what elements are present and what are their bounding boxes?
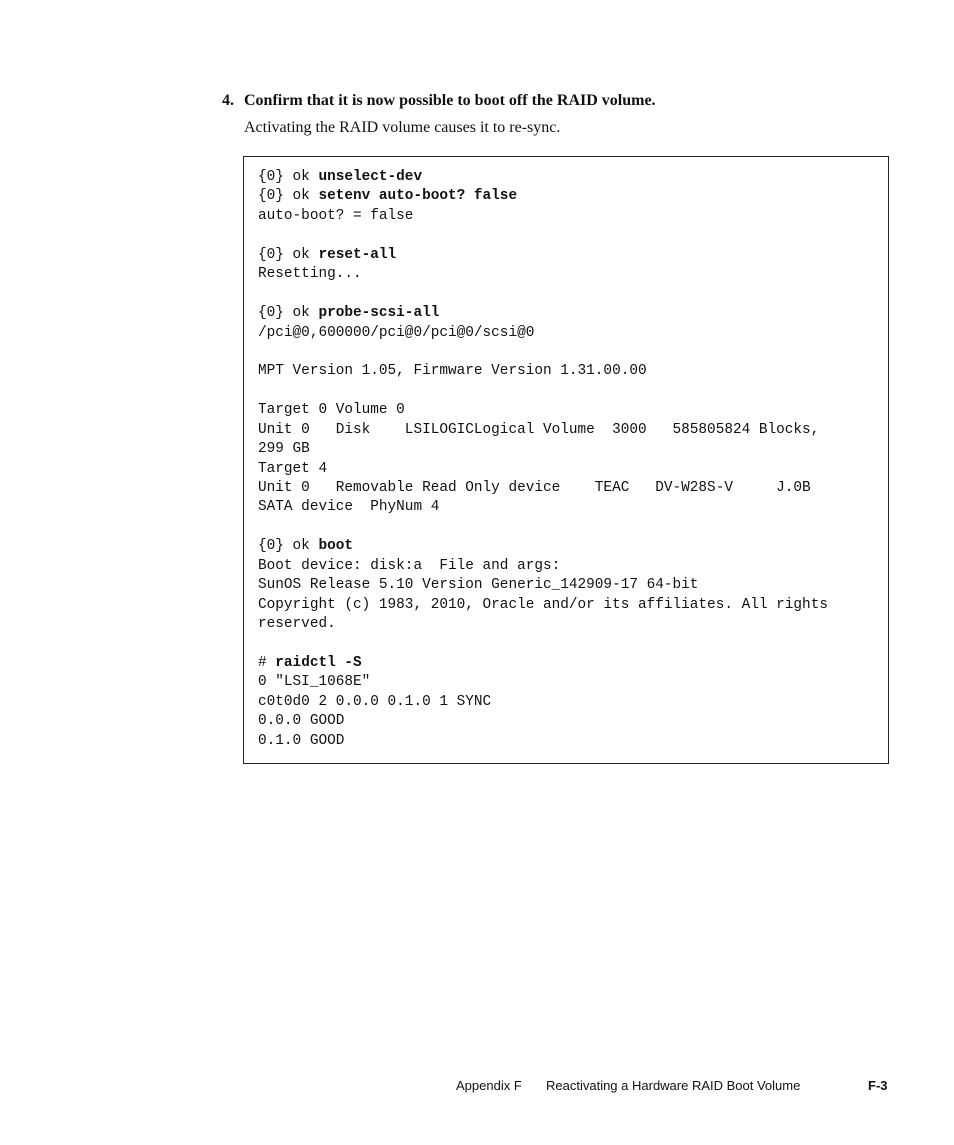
code-line [258,712,828,731]
code-prompt: {0} ok [258,169,319,185]
code-line [258,440,828,459]
footer-title: Reactivating a Hardware RAID Boot Volume [546,1078,801,1093]
code-command: boot [318,538,353,555]
step-4 [222,90,882,139]
code-line [258,187,828,206]
code-line [258,732,828,751]
footer-page-number: F-3 [868,1078,888,1093]
code-output: Unit 0 Disk LSILOGICLogical Volume 3000 585805824 Blocks, [258,421,820,438]
code-command: reset-all [318,246,397,263]
code-output: 0.1.0 GOOD [258,732,345,749]
code-line [258,168,828,187]
terminal-output [258,168,828,751]
code-line [258,479,828,498]
code-output: 299 GB [258,441,310,458]
footer-chapter: Appendix F [456,1078,522,1093]
code-example-box [243,156,889,764]
page-footer [0,1078,954,1098]
code-output: Target 4 [258,460,328,477]
code-line [258,615,828,634]
code-line [258,343,828,362]
code-line [258,518,828,537]
step-body-text: Activating the RAID volume causes it to re-sync. [244,119,561,136]
code-line [258,693,828,712]
code-line [258,673,828,692]
code-line [258,304,828,323]
code-line [258,654,828,673]
code-prompt: # [258,654,276,671]
code-output: /pci@0,600000/pci@0/pci@0/scsi@0 [258,324,535,341]
code-line [258,576,828,595]
code-line [258,265,828,284]
code-output: Target 0 Volume 0 [258,402,405,419]
code-output: auto-boot? = false [258,207,414,224]
step-number: 4. [222,92,234,109]
code-line [258,285,828,304]
code-command: setenv auto-boot? false [318,188,518,205]
code-command: probe-scsi-all [318,305,440,322]
code-line [258,226,828,245]
code-command: unselect-dev [318,169,423,185]
code-line [258,460,828,479]
code-prompt: {0} ok [258,538,319,555]
code-line [258,635,828,654]
code-line [258,324,828,343]
code-line [258,596,828,615]
code-output: 0 "LSI_1068E" [258,674,371,691]
code-output: Unit 0 Removable Read Only device TEAC DV-W28S-V J.0B [258,480,811,496]
code-output: Copyright (c) 1983, 2010, Oracle and/or its affiliates. All rights [258,596,828,613]
code-line [258,362,828,381]
code-line [258,401,828,420]
code-output: 0.0.0 GOOD [258,713,345,730]
code-line [258,498,828,517]
code-output: SunOS Release 5.10 Version Generic_142909-17 64-bit [258,577,699,594]
code-output: Resetting... [258,266,362,283]
code-output: MPT Version 1.05, Firmware Version 1.31.00.00 [258,363,647,380]
code-line [258,537,828,556]
code-prompt: {0} ok [258,305,319,322]
code-line [258,246,828,265]
code-line [258,207,828,226]
code-output: reserved. [258,616,336,633]
step-heading-text: Confirm that it is now possible to boot off the RAID volume. [244,92,656,109]
code-line [258,421,828,440]
code-output: SATA device PhyNum 4 [258,499,440,516]
code-output: Boot device: disk:a File and args: [258,557,561,574]
code-command: raidctl -S [275,654,362,671]
code-line [258,557,828,576]
code-prompt: {0} ok [258,246,319,263]
code-line [258,382,828,401]
code-output: c0t0d0 2 0.0.0 0.1.0 1 SYNC [258,693,492,710]
step-heading [222,90,882,112]
code-prompt: {0} ok [258,188,319,205]
